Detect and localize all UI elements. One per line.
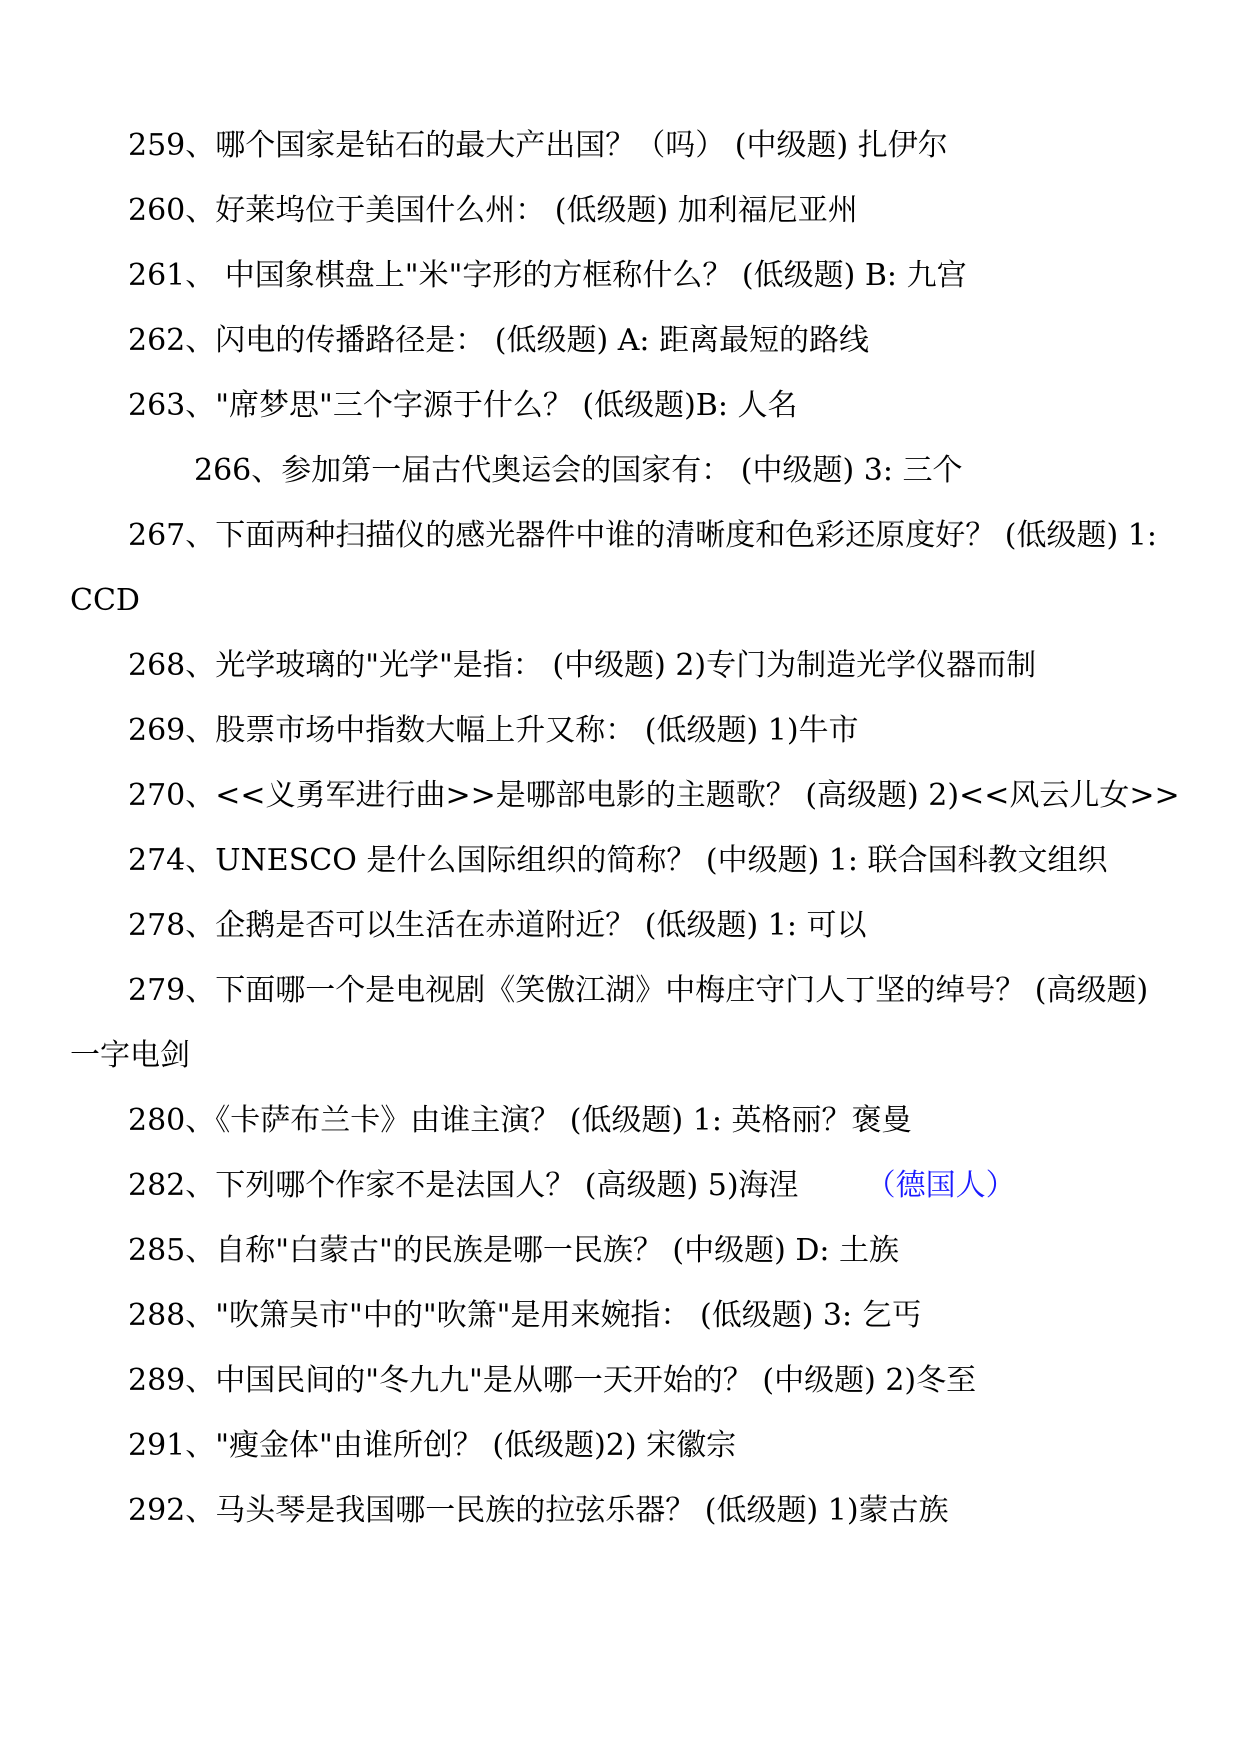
list-item: 269、股票市场中指数大幅上升又称： (低级题) 1)牛市 [128, 713, 859, 748]
list-item: 291、"瘦金体"由谁所创？ (低级题)2) 宋徽宗 [128, 1428, 737, 1463]
list-item: 261、 中国象棋盘上"米"字形的方框称什么？ (低级题) B: 九宫 [128, 258, 967, 293]
list-item: 285、自称"白蒙古"的民族是哪一民族？ (中级题) D: 土族 [128, 1233, 900, 1268]
list-item: 268、光学玻璃的"光学"是指： (中级题) 2)专门为制造光学仪器而制 [128, 648, 1037, 683]
question-list [70, 113, 1180, 1543]
list-item [70, 1153, 1180, 1218]
list-item: 263、"席梦思"三个字源于什么？ (低级题)B: 人名 [128, 388, 798, 423]
list-item: 289、中国民间的"冬九九"是从哪一天开始的？ (中级题) 2)冬至 [128, 1363, 977, 1398]
list-item: 274、UNESCO 是什么国际组织的简称？ (中级题) 1: 联合国科教文组织 [128, 843, 1108, 878]
list-item: 266、参加第一届古代奥运会的国家有： (中级题) 3: 三个 [194, 453, 963, 488]
item-annotation: （德国人） [865, 1168, 1016, 1203]
list-item: 288、"吹箫吴市"中的"吹箫"是用来婉指： (低级题) 3: 乞丐 [128, 1298, 922, 1333]
list-item: 278、企鹅是否可以生活在赤道附近？ (低级题) 1: 可以 [128, 908, 867, 943]
list-item: 280、《卡萨布兰卡》由谁主演？ (低级题) 1: 英格丽？褒曼 [128, 1103, 912, 1138]
list-item: 270、<<义勇军进行曲>>是哪部电影的主题歌？ (高级题) 2)<<风云儿女>> [128, 778, 1180, 813]
list-item: 260、好莱坞位于美国什么州： (低级题) 加利福尼亚州 [128, 193, 858, 228]
list-item: 279、下面哪一个是电视剧《笑傲江湖》中梅庄守门人丁坚的绰号？ (高级题) 一字电剑 [70, 973, 1149, 1073]
list-item: 267、下面两种扫描仪的感光器件中谁的清晰度和色彩还原度好？ (低级题) 1: CCD [70, 518, 1157, 618]
list-item: 292、马头琴是我国哪一民族的拉弦乐器？ (低级题) 1)蒙古族 [128, 1493, 949, 1528]
item-text: 282、下列哪个作家不是法国人？ (高级题) 5)海涅 [128, 1168, 799, 1203]
list-item: 259、哪个国家是钻石的最大产出国？（吗） (中级题) 扎伊尔 [128, 128, 948, 163]
list-item: 262、闪电的传播路径是： (低级题) A: 距离最短的路线 [128, 323, 870, 358]
